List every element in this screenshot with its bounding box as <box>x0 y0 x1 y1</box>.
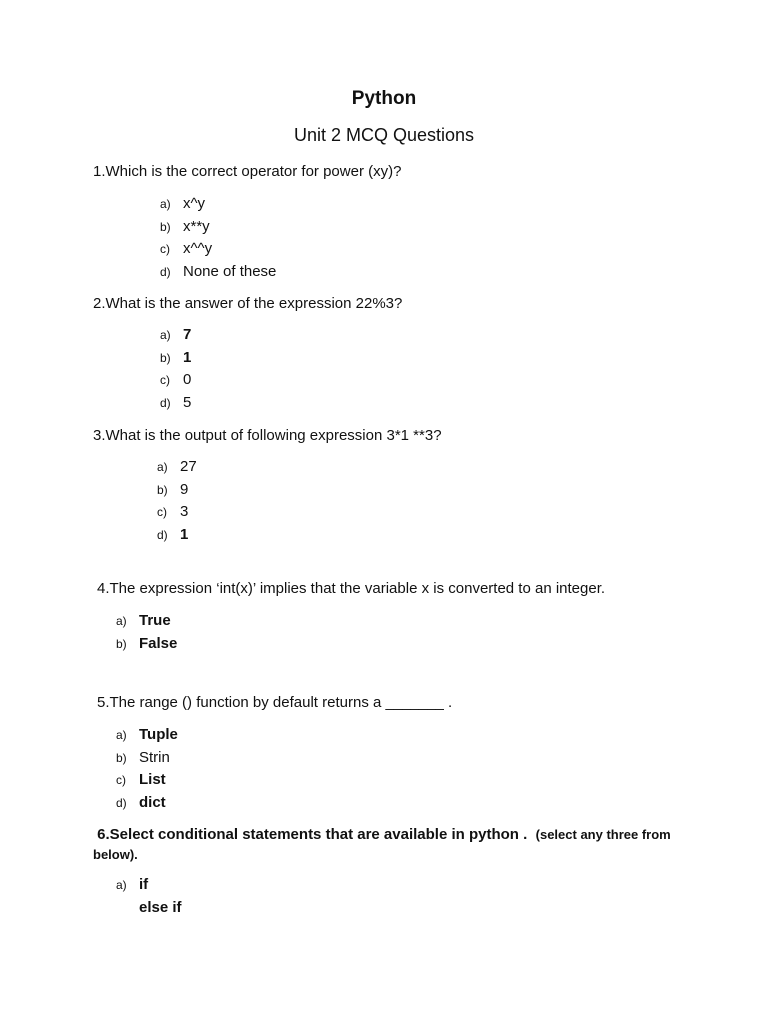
option <box>160 216 276 239</box>
option-text: 27 <box>180 458 197 475</box>
option <box>157 456 197 479</box>
question-6 <box>93 825 673 865</box>
option-letter: c) <box>160 373 170 387</box>
option-letter: a) <box>157 460 168 474</box>
question-6-note: (select any three from below). <box>93 827 671 862</box>
option-text: 7 <box>183 326 192 343</box>
option-continuation: else if <box>139 899 182 916</box>
option-text: 9 <box>180 480 189 498</box>
option-letter: c) <box>116 773 126 787</box>
document-title: Python <box>351 88 417 109</box>
option-text: 1 <box>183 348 192 366</box>
option <box>116 633 177 656</box>
option-letter: c) <box>160 242 170 256</box>
option-letter: b) <box>160 350 171 365</box>
option-letter: a) <box>116 728 127 742</box>
option-text: Tuple <box>139 726 178 743</box>
question-1: 1.Which is the correct operator for power (xy)? <box>93 163 402 180</box>
option-text: 0 <box>183 371 192 388</box>
option-text: 5 <box>183 393 192 411</box>
option-letter: d) <box>160 264 171 279</box>
option <box>160 392 191 415</box>
question-2-options <box>160 324 191 414</box>
option-text: 1 <box>180 525 189 543</box>
option-letter: b) <box>157 482 168 497</box>
option <box>160 369 191 392</box>
option-text: dict <box>139 793 166 811</box>
option-letter: a) <box>116 878 127 892</box>
question-3-options <box>157 456 197 546</box>
option <box>116 747 178 770</box>
option <box>116 724 178 747</box>
option-letter: a) <box>116 614 127 628</box>
option-text: None of these <box>183 262 277 280</box>
question-2: 2.What is the answer of the expression 22%3? <box>93 295 403 312</box>
option-letter: d) <box>160 395 171 410</box>
question-6-text: 6.Select conditional statements that are available in python . <box>97 826 528 843</box>
option-text: x**y <box>183 217 210 235</box>
option <box>157 501 197 524</box>
question-6-options <box>116 874 148 897</box>
option-text: List <box>139 771 166 788</box>
option-letter: d) <box>157 527 168 542</box>
option-letter: a) <box>160 328 171 342</box>
option-letter: b) <box>160 219 171 234</box>
option-text: if <box>139 876 149 893</box>
option-letter: a) <box>160 197 171 211</box>
option-text: x^^y <box>183 240 213 257</box>
question-1-options <box>160 193 276 283</box>
option-text: False <box>139 634 178 652</box>
option <box>157 479 197 502</box>
option <box>116 610 177 633</box>
option-text: x^y <box>183 195 206 212</box>
question-3: 3.What is the output of following expression 3*1 **3? <box>93 427 442 444</box>
question-4: 4.The expression ‘int(x)’ implies that the variable x is converted to an integer. <box>97 580 606 597</box>
question-4-options <box>116 610 177 655</box>
document-subtitle: Unit 2 MCQ Questions <box>293 125 475 145</box>
option-text: Strin <box>139 748 170 766</box>
option <box>157 524 197 547</box>
option-letter: c) <box>157 505 167 519</box>
option <box>160 193 276 216</box>
option <box>160 347 191 370</box>
option <box>160 238 276 261</box>
question-5-options <box>116 724 178 814</box>
option <box>160 324 191 347</box>
option-text: True <box>139 612 171 629</box>
option <box>116 769 178 792</box>
option-letter: b) <box>116 636 127 651</box>
option <box>160 261 276 284</box>
option <box>116 874 148 897</box>
question-5: 5.The range () function by default returns a _______ . <box>97 694 453 711</box>
option <box>116 792 178 815</box>
option-text: 3 <box>180 503 189 520</box>
option-letter: b) <box>116 750 127 765</box>
option-letter: d) <box>116 795 127 810</box>
